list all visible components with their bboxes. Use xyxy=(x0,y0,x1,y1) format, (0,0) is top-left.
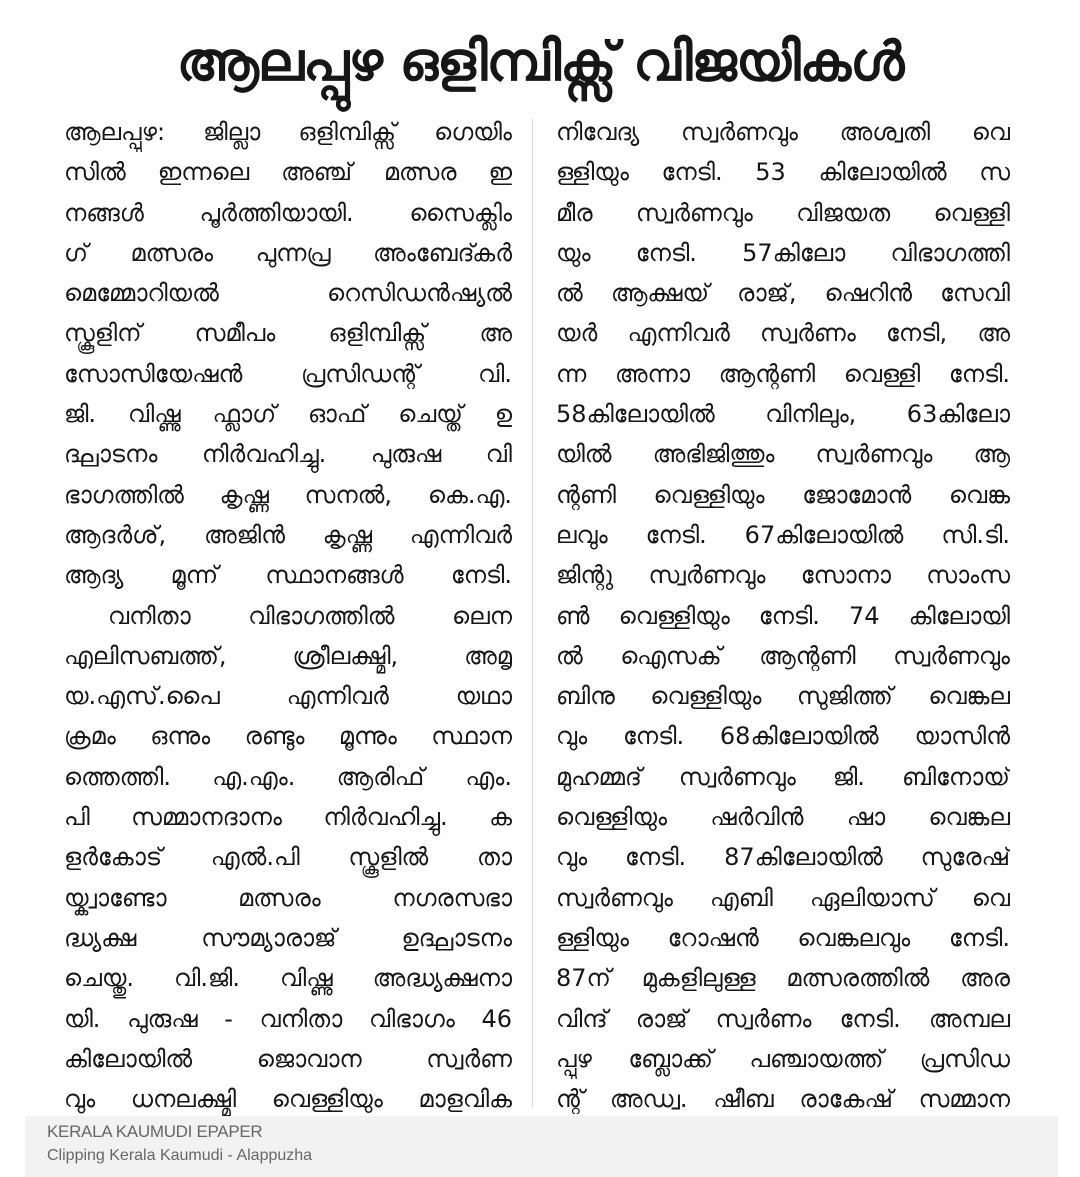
article-line: ന്റ് അഡ്വ. ഷീബ രാകേഷ് സമ്മാന xyxy=(556,1085,1010,1114)
article-line: ദ്ധ്യക്ഷ സൗമ്യാരാജ് ഉദ്ഘാടനം xyxy=(64,923,512,952)
article-line: സോസിയേഷൻ പ്രസിഡന്റ് വി. xyxy=(64,359,512,388)
article-line: നിവേദ്യ സ്വർണവും അശ്വതി വെ xyxy=(556,118,1010,146)
article-line: ളർകോട് എൽ.പി സ്കൂളിൽ താ xyxy=(64,843,512,872)
article-line: പ്പുഴ ബ്ലോക്ക് പഞ്ചായത്ത് പ്രസിഡ xyxy=(556,1044,1010,1073)
article-line: ഭാഗത്തിൽ കൃഷ്ണ സനൽ, കെ.എ. xyxy=(64,480,512,509)
article-line: ത്തെത്തി. എ.എം. ആരിഫ് എം. xyxy=(64,762,512,791)
article-line: സ്കൂളിന് സമീപം ഒളിമ്പിക്സ് അ xyxy=(64,319,512,348)
article-line: വും നേടി. 68കിലോയിൽ യാസിൻ xyxy=(556,722,1010,751)
headline: ആലപ്പുഴ ഒളിമ്പിക്സ് വിജയികൾ xyxy=(176,30,904,93)
article-line: 58കിലോയിൽ വിനിലും, 63കിലോ xyxy=(556,400,1010,429)
article-line: ആദ്യ മൂന്ന് സ്ഥാനങ്ങൾ നേടി. xyxy=(64,561,512,590)
article-line: മുഹമ്മദ് സ്വർണവും ജി. ബിനോയ് xyxy=(556,762,1010,791)
article-line: ൺ വെള്ളിയും നേടി. 74 കിലോയി xyxy=(556,601,1010,630)
article-line: 87ന് മുകളിലുള്ള മത്സരത്തിൽ അര xyxy=(556,964,1010,993)
article-line: ആലപ്പുഴ: ജില്ലാ ഒളിമ്പിക്സ് ഗെയിം xyxy=(64,118,512,146)
article-line: യ്ക്വാണ്ടോ മത്സരം നഗരസഭാ xyxy=(64,883,512,912)
article-line: ആദർശ്, അജിൻ കൃഷ്ണ എന്നിവർ xyxy=(64,520,512,549)
article-line: എലിസബത്ത്, ശ്രീലക്ഷ്മി, അമൃ xyxy=(64,641,512,670)
article-line: മെമ്മോറിയൽ റെസിഡൻഷ്യൽ xyxy=(64,279,512,308)
article-line: വെള്ളിയും ഷർവിൻ ഷാ വെങ്കല xyxy=(556,803,1010,832)
footer-caption: Clipping Kerala Kaumudi - Alappuzha xyxy=(47,1147,313,1164)
article-line: ലവും നേടി. 67കിലോയിൽ സി.ടി. xyxy=(556,520,1010,549)
article-column-2 xyxy=(556,112,1010,1119)
article-line: പി സമ്മാനദാനം നിർവഹിച്ചു. ക xyxy=(64,803,512,832)
article-line: യ.എസ്.പൈ എന്നിവർ യഥാ xyxy=(64,682,512,711)
article-line: സിൽ ഇന്നലെ അഞ്ച് മത്സര ഇ xyxy=(64,158,512,187)
article-line: വും നേടി. 87കിലോയിൽ സുരേഷ് xyxy=(556,843,1010,872)
article-line: ന്റണി വെള്ളിയും ജോമോൻ വെങ്ക xyxy=(556,480,1010,509)
article-line: ബിനു വെള്ളിയും സുജിത്ത് വെങ്കല xyxy=(556,682,1010,711)
article-line: ള്ളിയും നേടി. 53 കിലോയിൽ സ xyxy=(556,158,1010,187)
footer-banner xyxy=(25,1116,1058,1177)
article-line: ള്ളിയും റോഷൻ വെങ്കലവും നേടി. xyxy=(556,923,1010,952)
article-line: മീര സ്വർണവും വിജയത വെള്ളി xyxy=(556,198,1010,227)
article-line: ൽ ആക്ഷയ് രാജ്, ഷെറിൻ സേവി xyxy=(556,279,1010,308)
footer-source: KERALA KAUMUDI EPAPER xyxy=(47,1122,263,1141)
article-line: വനിതാ വിഭാഗത്തിൽ ലെന xyxy=(108,601,512,630)
article-line: ഗ് മത്സരം പുന്നപ്ര അംബേദ്കർ xyxy=(64,238,512,267)
article-line: ൽ ഐസക് ആന്റണി സ്വർണവും xyxy=(556,641,1010,670)
column-divider xyxy=(532,118,533,1108)
article-line: ജി. വിഷ്ണു ഫ്ലാഗ് ഓഫ് ചെയ്ത് ഉ xyxy=(64,400,512,429)
article-line: ന്ന അന്നാ ആന്റണി വെള്ളി നേടി. xyxy=(556,359,1010,388)
article-line: ജിന്റു സ്വർണവും സോനാ സാംസ xyxy=(556,561,1010,590)
article-line: ക്രമം ഒന്നും രണ്ടും മൂന്നും സ്ഥാന xyxy=(64,722,512,751)
article-line: യും നേടി. 57കിലോ വിഭാഗത്തി xyxy=(556,238,1010,267)
article-line: ചെയ്തു. വി.ജി. വിഷ്ണു അദ്ധ്യക്ഷനാ xyxy=(64,964,512,993)
article-column-1 xyxy=(64,112,512,1119)
article-line: യി. പുരുഷ - വനിതാ വിഭാഗം 46 xyxy=(64,1004,512,1033)
article-line: ദ്ഘാടനം നിർവഹിച്ചു. പുരുഷ വി xyxy=(64,440,512,469)
article-line: യർ എന്നിവർ സ്വർണം നേടി, അ xyxy=(556,319,1010,348)
article-line: നങ്ങൾ പൂർത്തിയായി. സൈക്ലിം xyxy=(64,198,512,227)
article-line: വിന്ദ് രാജ് സ്വർണം നേടി. അമ്പല xyxy=(556,1004,1010,1033)
article-line: സ്വർണവും എബി ഏലിയാസ് വെ xyxy=(556,883,1010,912)
article-line: വും ധനലക്ഷ്മി വെള്ളിയും മാളവിക xyxy=(64,1085,512,1114)
article-line: കിലോയിൽ ജൊവാന സ്വർണ xyxy=(64,1044,512,1073)
article-line: യിൽ അഭിജിത്തും സ്വർണവും ആ xyxy=(556,440,1010,469)
